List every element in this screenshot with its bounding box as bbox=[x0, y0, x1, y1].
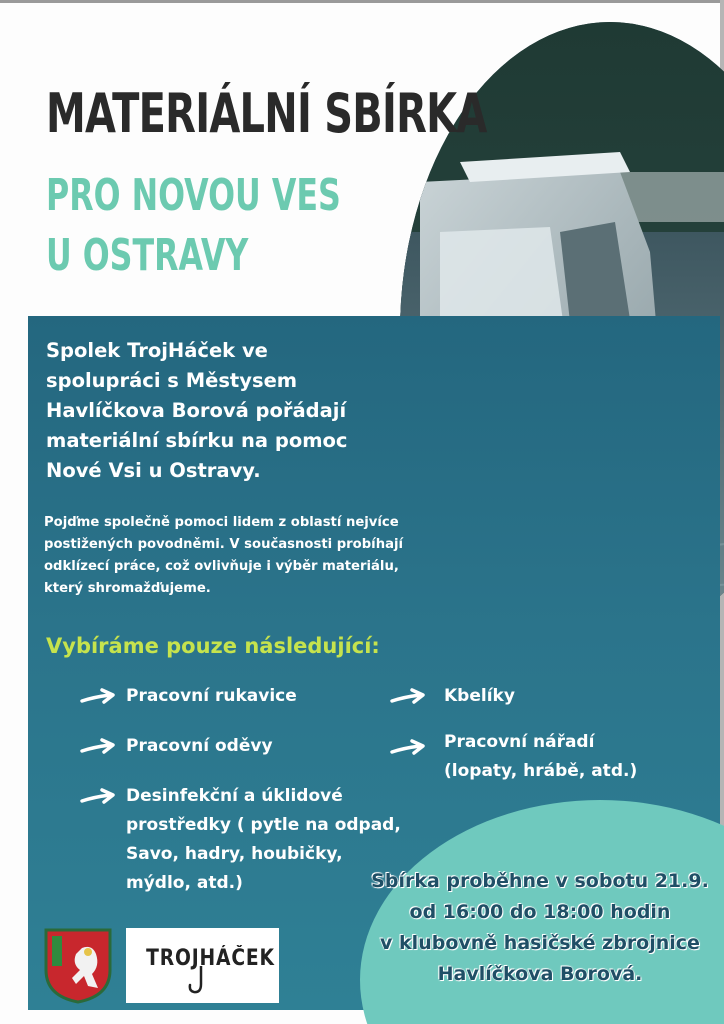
item-label: prostředky ( pytle na odpad, bbox=[126, 815, 401, 835]
subtitle-line-1: PRO NOVOU VES bbox=[46, 170, 341, 221]
event-line: Sbírka proběhne v sobotu 21.9. bbox=[371, 870, 709, 892]
event-line: od 16:00 do 18:00 hodin bbox=[409, 901, 671, 923]
item-label: Pracovní oděvy bbox=[126, 736, 273, 756]
intro-line: Nové Vsi u Ostravy. bbox=[46, 459, 261, 482]
coat-of-arms-icon bbox=[42, 926, 114, 1004]
description-line: postižených povodněmi. V současnosti probíhají bbox=[44, 537, 404, 552]
arrow-right-icon bbox=[80, 737, 118, 757]
arrow-right-icon bbox=[390, 738, 428, 758]
item-label: Desinfekční a úklidové bbox=[126, 786, 343, 806]
item-label: Savo, hadry, houbičky, bbox=[126, 844, 343, 864]
item-label: mýdlo, atd.) bbox=[126, 873, 243, 893]
event-line: v klubovně hasičské zbrojnice bbox=[380, 932, 700, 954]
event-info bbox=[360, 866, 720, 990]
description-line: odklízecí práce, což ovlivňuje i výběr materiálu, bbox=[44, 559, 399, 574]
item-label: (lopaty, hrábě, atd.) bbox=[444, 761, 638, 781]
intro-line: materiální sbírku na pomoc bbox=[46, 429, 348, 452]
intro-line: spolupráci s Městysem bbox=[46, 369, 298, 392]
description-line: Pojďme společně pomoci lidem z oblastí nejvíce bbox=[44, 515, 399, 530]
description-line: který shromažďujeme. bbox=[44, 581, 211, 596]
scan-edge bbox=[0, 0, 724, 3]
arrow-right-icon bbox=[80, 787, 118, 807]
logo-text: TROJHÁČEK bbox=[146, 946, 275, 971]
arrow-right-icon bbox=[80, 687, 118, 707]
list-title: Vybíráme pouze následující: bbox=[46, 634, 380, 658]
intro-text bbox=[46, 336, 416, 486]
event-line: Havlíčkova Borová. bbox=[437, 963, 643, 985]
headline: MATERIÁLNÍ SBÍRKA bbox=[46, 82, 487, 145]
description-text bbox=[44, 512, 464, 600]
trojhacek-logo bbox=[126, 928, 279, 1003]
item-label: Kbelíky bbox=[444, 686, 515, 706]
subtitle-line-2: U OSTRAVY bbox=[46, 230, 249, 281]
intro-line: Spolek TrojHáček ve bbox=[46, 339, 268, 362]
item-label: Pracovní rukavice bbox=[126, 686, 297, 706]
arrow-right-icon bbox=[390, 687, 428, 707]
intro-line: Havlíčkova Borová pořádají bbox=[46, 399, 347, 422]
item-label: Pracovní nářadí bbox=[444, 732, 595, 752]
hook-icon bbox=[188, 966, 214, 996]
